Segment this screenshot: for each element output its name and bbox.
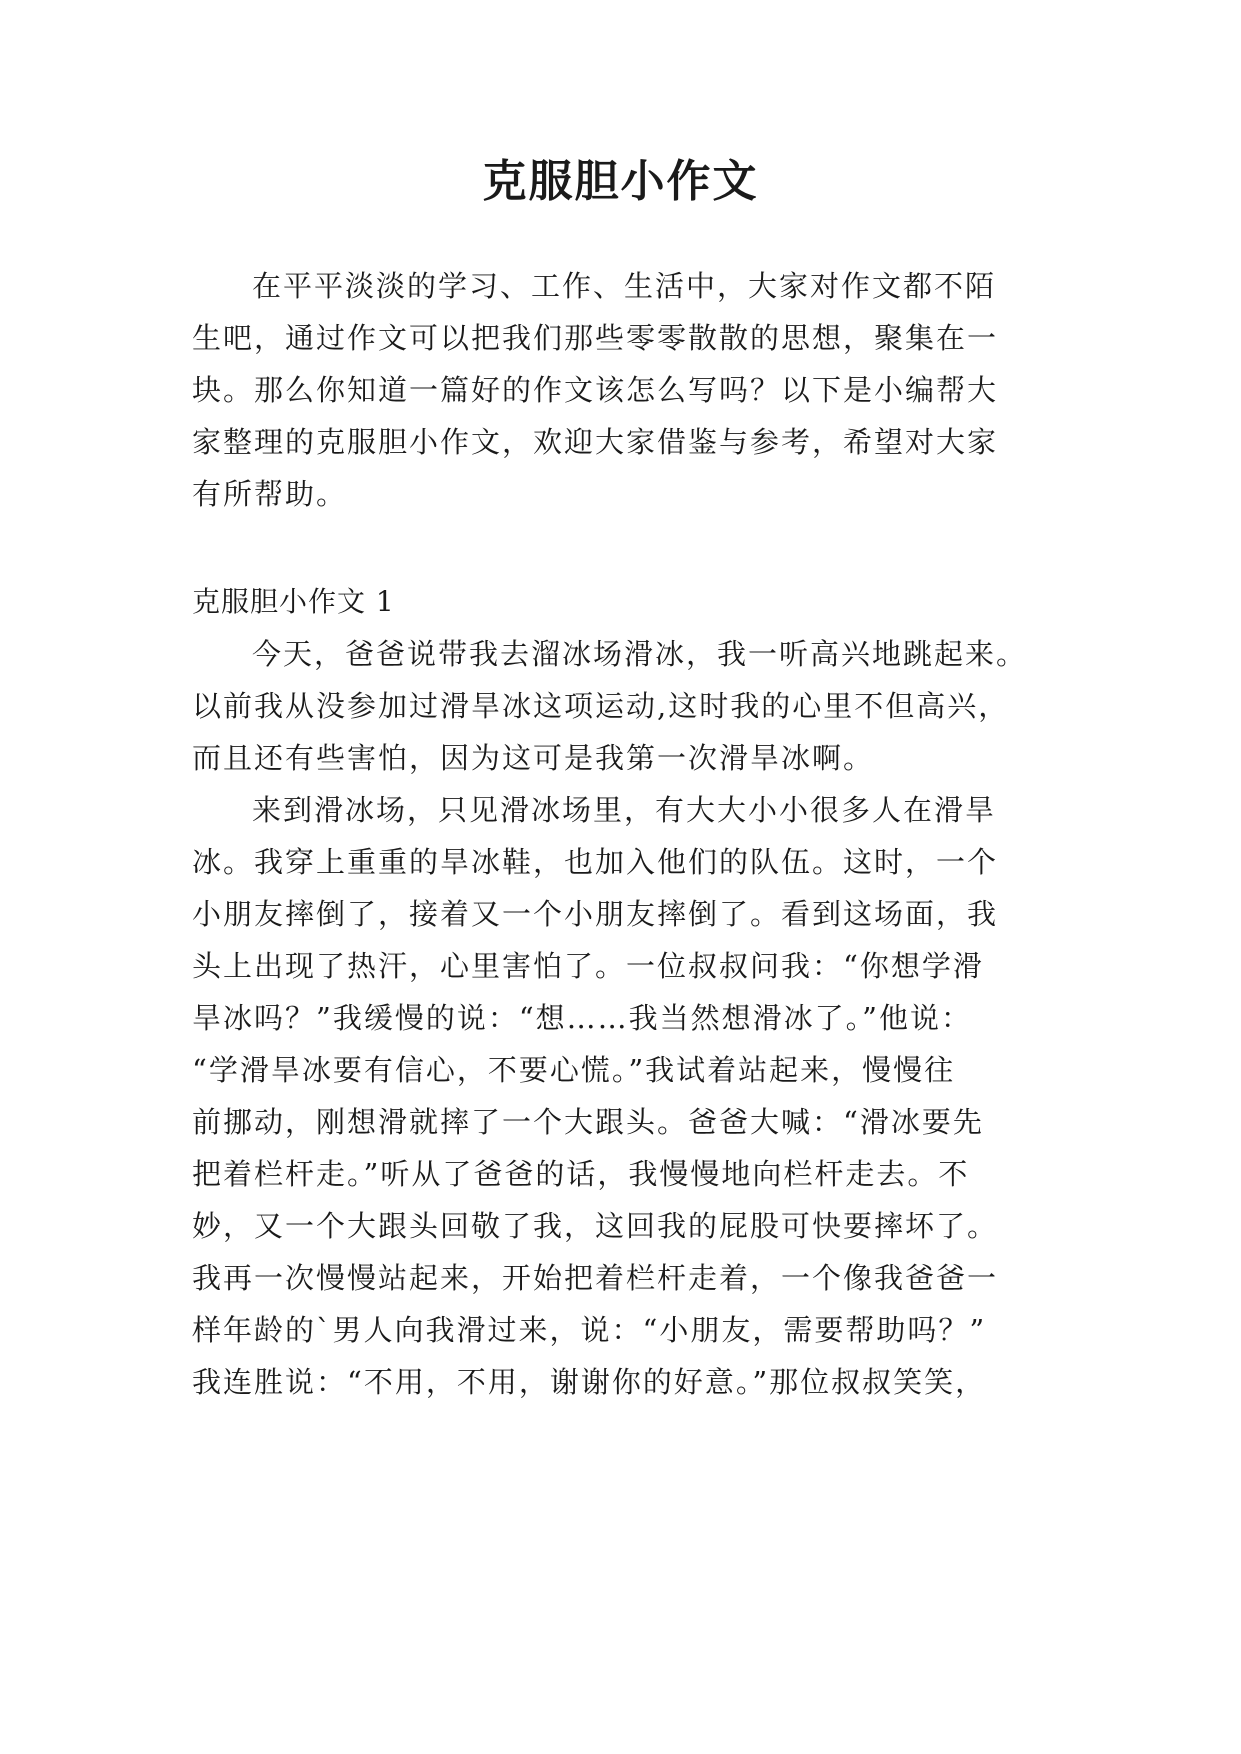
body-line: 小朋友摔倒了，接着又一个小朋友摔倒了。看到这场面，我: [192, 897, 999, 931]
body-line: 来到滑冰场，只见滑冰场里，有大大小小很多人在滑旱: [252, 793, 997, 827]
body-line: 把着栏杆走。”听从了爸爸的话，我慢慢地向栏杆走去。不: [192, 1157, 970, 1191]
intro-line: 块。那么你知道一篇好的作文该怎么写吗？以下是小编帮大: [192, 373, 999, 407]
intro-line: 家整理的克服胆小作文，欢迎大家借鉴与参考，希望对大家: [192, 425, 999, 459]
body-line: 我再一次慢慢站起来，开始把着栏杆走着，一个像我爸爸一: [192, 1261, 999, 1295]
body-line: 旱冰吗？”我缓慢的说：“想……我当然想滑冰了。”他说：: [192, 1001, 972, 1035]
intro-line: 有所帮助。: [192, 477, 348, 511]
body-line: “学滑旱冰要有信心，不要心慌。”我试着站起来，慢慢往: [192, 1053, 956, 1087]
body-line: 妙，又一个大跟头回敬了我，这回我的屁股可快要摔坏了。: [192, 1209, 999, 1243]
document-title: 克服胆小作文: [482, 156, 759, 207]
body-line: 前挪动，刚想滑就摔了一个大跟头。爸爸大喊：“滑冰要先: [192, 1105, 984, 1139]
body-line: 今天，爸爸说带我去溜冰场滑冰，我一听高兴地跳起来。: [252, 637, 1028, 671]
body-line: 我连胜说：“不用，不用，谢谢你的好意。”那位叔叔笑笑，: [192, 1365, 987, 1399]
intro-line: 在平平淡淡的学习、工作、生活中，大家对作文都不陌: [252, 269, 997, 303]
intro-line: 生吧，通过作文可以把我们那些零零散散的思想，聚集在一: [192, 321, 999, 355]
body-line: 而且还有些害怕，因为这可是我第一次滑旱冰啊。: [192, 741, 875, 775]
body-line: 以前我从没参加过滑旱冰这项运动,这时我的心里不但高兴，: [192, 689, 1010, 723]
body-line: 头上出现了热汗，心里害怕了。一位叔叔问我：“你想学滑: [192, 949, 984, 983]
body-line: 样年龄的`男人向我滑过来，说：“小朋友，需要帮助吗？”: [192, 1313, 987, 1347]
section-heading: 克服胆小作文 1: [192, 585, 395, 618]
body-line: 冰。我穿上重重的旱冰鞋，也加入他们的队伍。这时，一个: [192, 845, 999, 879]
